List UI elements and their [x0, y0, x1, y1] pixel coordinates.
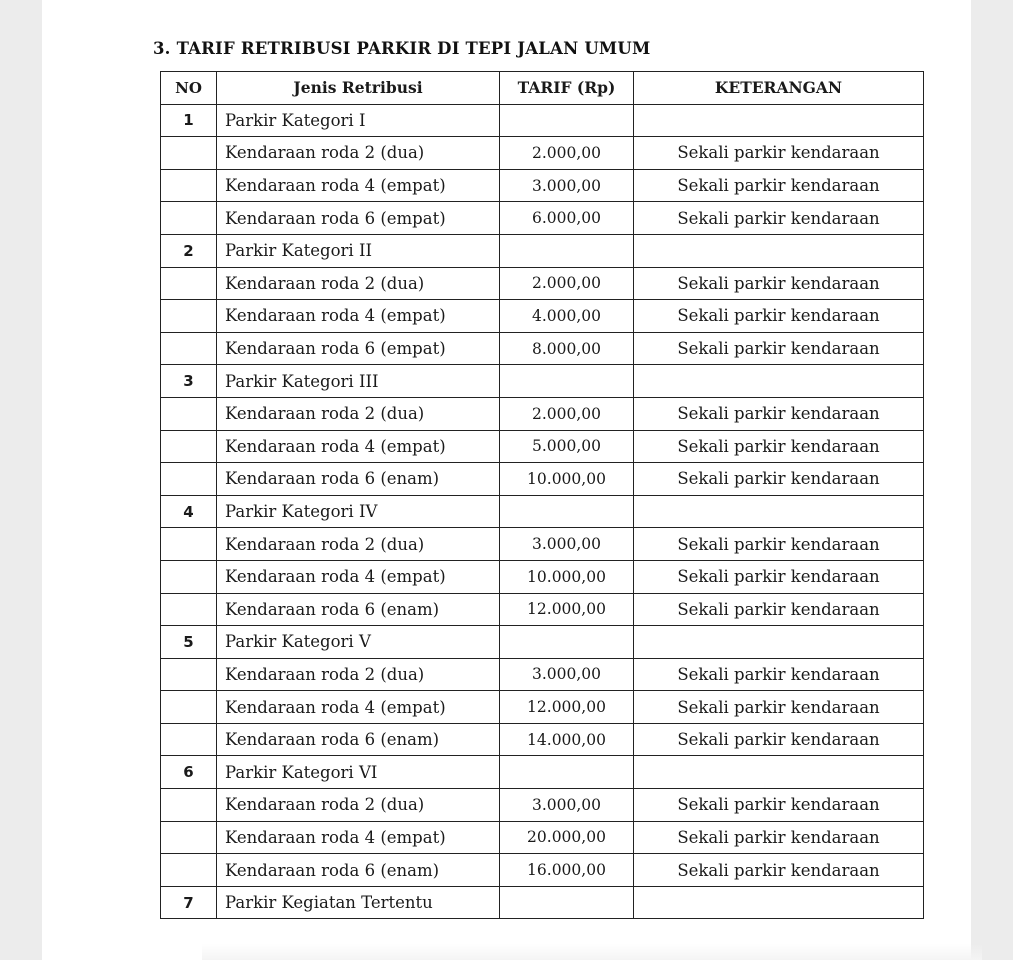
row-jenis: Parkir Kategori III [217, 365, 500, 398]
row-jenis: Kendaraan roda 4 (empat) [217, 821, 500, 854]
row-tarif: 3.000,00 [500, 169, 634, 202]
row-number [161, 430, 217, 463]
row-keterangan: Sekali parkir kendaraan [634, 169, 924, 202]
row-tarif: 12.000,00 [500, 593, 634, 626]
table-body [161, 104, 924, 919]
row-tarif: 5.000,00 [500, 430, 634, 463]
table-row [161, 202, 924, 235]
row-keterangan: Sekali parkir kendaraan [634, 691, 924, 724]
column-header-keterangan: KETERANGAN [634, 72, 924, 105]
row-jenis: Kendaraan roda 2 (dua) [217, 137, 500, 170]
row-number [161, 202, 217, 235]
row-keterangan: Sekali parkir kendaraan [634, 397, 924, 430]
table-row [161, 658, 924, 691]
table-row [161, 267, 924, 300]
row-number: 2 [161, 234, 217, 267]
table-row [161, 789, 924, 822]
column-header-no: NO [161, 72, 217, 105]
row-jenis: Kendaraan roda 4 (empat) [217, 169, 500, 202]
row-keterangan: Sekali parkir kendaraan [634, 854, 924, 887]
table-row [161, 593, 924, 626]
row-tarif [500, 886, 634, 919]
table-row [161, 104, 924, 137]
row-tarif [500, 365, 634, 398]
row-tarif: 12.000,00 [500, 691, 634, 724]
table-row [161, 756, 924, 789]
row-jenis: Parkir Kategori IV [217, 495, 500, 528]
row-number [161, 463, 217, 496]
row-jenis: Kendaraan roda 4 (empat) [217, 560, 500, 593]
row-number [161, 691, 217, 724]
row-tarif: 10.000,00 [500, 463, 634, 496]
table-row [161, 332, 924, 365]
row-number [161, 332, 217, 365]
row-jenis: Kendaraan roda 6 (enam) [217, 463, 500, 496]
row-keterangan: Sekali parkir kendaraan [634, 593, 924, 626]
tariff-table [160, 71, 924, 919]
row-number [161, 658, 217, 691]
row-tarif: 3.000,00 [500, 789, 634, 822]
table-row [161, 854, 924, 887]
row-keterangan [634, 495, 924, 528]
row-keterangan: Sekali parkir kendaraan [634, 560, 924, 593]
table-row [161, 300, 924, 333]
row-tarif: 6.000,00 [500, 202, 634, 235]
row-jenis: Kendaraan roda 4 (empat) [217, 300, 500, 333]
row-number [161, 789, 217, 822]
row-jenis: Kendaraan roda 6 (enam) [217, 593, 500, 626]
row-tarif: 4.000,00 [500, 300, 634, 333]
row-keterangan: Sekali parkir kendaraan [634, 463, 924, 496]
row-jenis: Parkir Kategori II [217, 234, 500, 267]
row-tarif: 3.000,00 [500, 528, 634, 561]
row-number [161, 593, 217, 626]
row-number [161, 560, 217, 593]
row-jenis: Kendaraan roda 6 (empat) [217, 202, 500, 235]
table-row [161, 626, 924, 659]
row-keterangan: Sekali parkir kendaraan [634, 300, 924, 333]
row-tarif: 2.000,00 [500, 267, 634, 300]
row-number: 6 [161, 756, 217, 789]
row-keterangan: Sekali parkir kendaraan [634, 528, 924, 561]
row-jenis: Kendaraan roda 2 (dua) [217, 658, 500, 691]
section-heading: 3. TARIF RETRIBUSI PARKIR DI TEPI JALAN UMUM [153, 39, 651, 58]
row-number: 4 [161, 495, 217, 528]
column-header-tarif: TARIF (Rp) [500, 72, 634, 105]
row-jenis: Kendaraan roda 2 (dua) [217, 267, 500, 300]
row-keterangan [634, 234, 924, 267]
table-row [161, 495, 924, 528]
row-keterangan [634, 756, 924, 789]
row-number: 3 [161, 365, 217, 398]
row-keterangan: Sekali parkir kendaraan [634, 137, 924, 170]
row-tarif: 2.000,00 [500, 397, 634, 430]
row-jenis: Parkir Kegiatan Tertentu [217, 886, 500, 919]
page-bottom-fade [202, 944, 982, 960]
row-number [161, 528, 217, 561]
row-jenis: Kendaraan roda 6 (empat) [217, 332, 500, 365]
row-keterangan [634, 104, 924, 137]
row-tarif: 2.000,00 [500, 137, 634, 170]
row-number [161, 169, 217, 202]
row-number [161, 137, 217, 170]
row-number [161, 397, 217, 430]
table-row [161, 365, 924, 398]
table-row [161, 723, 924, 756]
table-row [161, 397, 924, 430]
row-number: 1 [161, 104, 217, 137]
row-tarif [500, 104, 634, 137]
row-jenis: Parkir Kategori I [217, 104, 500, 137]
row-jenis: Parkir Kategori VI [217, 756, 500, 789]
document-page [42, 0, 971, 960]
row-tarif [500, 756, 634, 789]
table-row [161, 430, 924, 463]
row-number: 7 [161, 886, 217, 919]
row-jenis: Kendaraan roda 2 (dua) [217, 528, 500, 561]
row-tarif: 8.000,00 [500, 332, 634, 365]
row-keterangan: Sekali parkir kendaraan [634, 430, 924, 463]
table-row [161, 886, 924, 919]
row-tarif: 10.000,00 [500, 560, 634, 593]
column-header-jenis: Jenis Retribusi [217, 72, 500, 105]
row-jenis: Kendaraan roda 6 (enam) [217, 723, 500, 756]
row-keterangan: Sekali parkir kendaraan [634, 723, 924, 756]
row-tarif: 14.000,00 [500, 723, 634, 756]
row-number: 5 [161, 626, 217, 659]
row-jenis: Kendaraan roda 4 (empat) [217, 691, 500, 724]
row-number [161, 723, 217, 756]
table-row [161, 528, 924, 561]
row-keterangan [634, 365, 924, 398]
row-keterangan: Sekali parkir kendaraan [634, 658, 924, 691]
row-tarif [500, 234, 634, 267]
table-row [161, 560, 924, 593]
row-number [161, 821, 217, 854]
row-number [161, 267, 217, 300]
table-row [161, 463, 924, 496]
row-jenis: Kendaraan roda 6 (enam) [217, 854, 500, 887]
table-row [161, 821, 924, 854]
table-row [161, 169, 924, 202]
row-jenis: Kendaraan roda 2 (dua) [217, 789, 500, 822]
row-keterangan [634, 626, 924, 659]
row-keterangan: Sekali parkir kendaraan [634, 267, 924, 300]
row-tarif [500, 495, 634, 528]
row-number [161, 300, 217, 333]
table-row [161, 234, 924, 267]
row-jenis: Parkir Kategori V [217, 626, 500, 659]
row-jenis: Kendaraan roda 2 (dua) [217, 397, 500, 430]
table-row [161, 137, 924, 170]
row-keterangan: Sekali parkir kendaraan [634, 332, 924, 365]
row-tarif: 20.000,00 [500, 821, 634, 854]
row-tarif: 16.000,00 [500, 854, 634, 887]
row-number [161, 854, 217, 887]
table-header-row [161, 72, 924, 105]
row-tarif: 3.000,00 [500, 658, 634, 691]
row-tarif [500, 626, 634, 659]
row-jenis: Kendaraan roda 4 (empat) [217, 430, 500, 463]
row-keterangan: Sekali parkir kendaraan [634, 821, 924, 854]
table-row [161, 691, 924, 724]
row-keterangan: Sekali parkir kendaraan [634, 789, 924, 822]
row-keterangan: Sekali parkir kendaraan [634, 202, 924, 235]
row-keterangan [634, 886, 924, 919]
